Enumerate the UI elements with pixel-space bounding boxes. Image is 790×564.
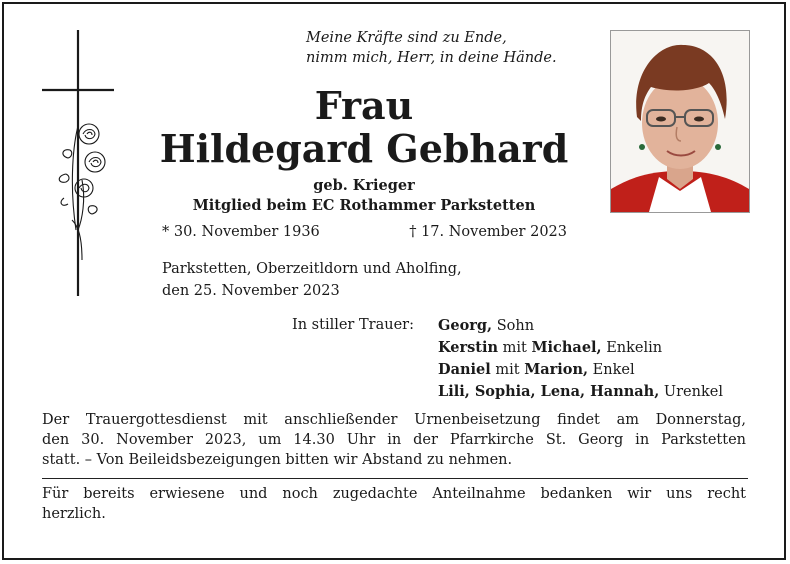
membership: Mitglied beim EC Rothammer Parkstetten bbox=[192, 197, 536, 214]
life-dates bbox=[162, 222, 567, 242]
motto-line-1: Meine Kräfte sind zu Ende, bbox=[306, 30, 507, 46]
salutation: Frau bbox=[314, 83, 414, 128]
service-line-2: den 30. November 2023, um 14.30 Uhr in der Pfarrkirche St. Georg in Parkstetten bbox=[42, 432, 746, 448]
motto-line-2: nimm mich, Herr, in deine Hände. bbox=[306, 50, 557, 66]
birth-name: geb. Krieger bbox=[313, 177, 415, 194]
death-date: † 17. November 2023 bbox=[409, 224, 567, 240]
mourner-row: Kerstin mit Michael, Enkelin bbox=[438, 339, 663, 356]
service-line-1: Der Trauergottesdienst mit anschließender Urnenbeisetzung findet am Donnerstag, bbox=[42, 412, 746, 428]
service-line-3: statt. – Von Beileidsbezeigungen bitten wir Abstand zu nehmen. bbox=[42, 452, 513, 468]
date-line: den 25. November 2023 bbox=[162, 283, 340, 299]
mourner-row: Lili, Sophia, Lena, Hannah, Urenkel bbox=[438, 383, 723, 400]
funeral-service-text bbox=[42, 410, 746, 470]
thanks-line-1: Für bereits erwiesene und noch zugedachte Anteilnahme bedanken wir uns recht bbox=[42, 486, 746, 502]
place-line: Parkstetten, Oberzeitldorn und Aholfing, bbox=[162, 261, 462, 277]
mourners-list bbox=[438, 315, 723, 403]
mourner-row: Daniel mit Marion, Enkel bbox=[438, 361, 635, 378]
thanks-line-2: herzlich. bbox=[42, 506, 106, 522]
mourning-label: In stiller Trauer: bbox=[292, 317, 414, 333]
mourner-row: Georg, Sohn bbox=[438, 317, 535, 334]
portrait-photo bbox=[610, 30, 750, 213]
place-and-date bbox=[162, 258, 462, 302]
thanks-text bbox=[42, 484, 746, 524]
divider bbox=[42, 478, 748, 479]
motto-verse bbox=[306, 28, 557, 68]
deceased-name: Hildegard Gebhard bbox=[159, 126, 569, 171]
birth-date: * 30. November 1936 bbox=[162, 224, 320, 240]
